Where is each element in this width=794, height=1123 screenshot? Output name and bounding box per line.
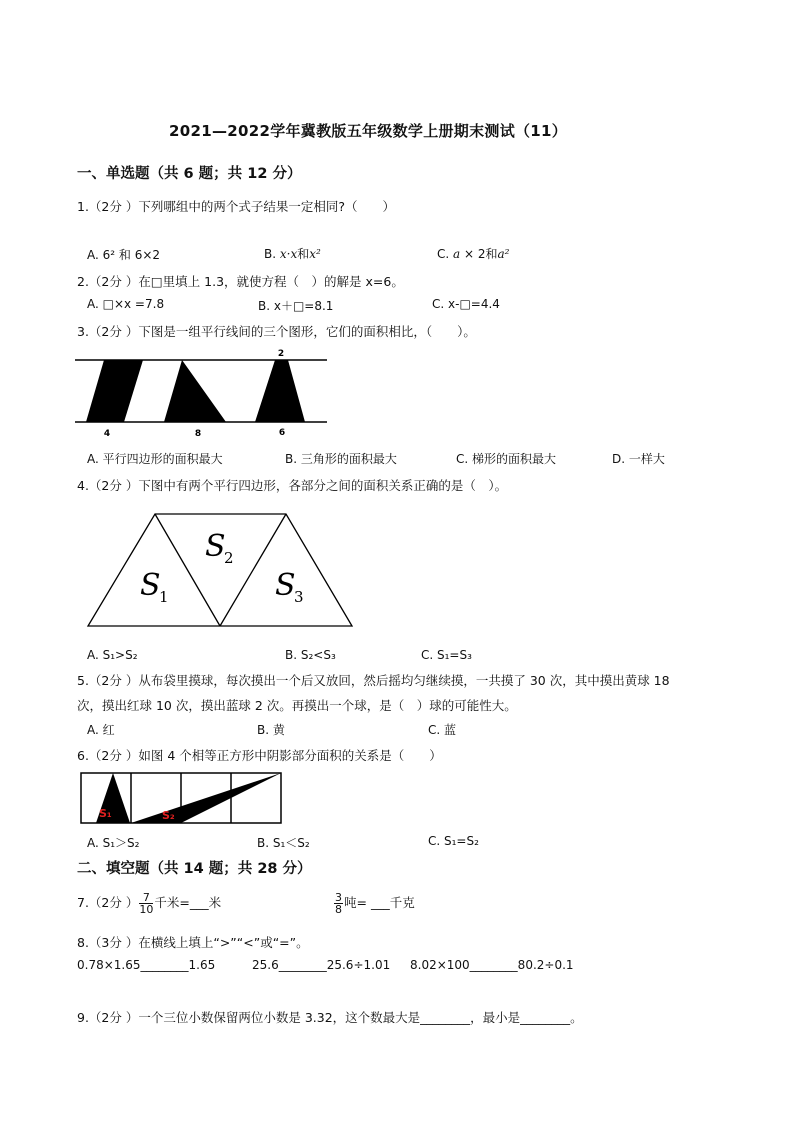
question-5-option-c[interactable]: C. 蓝: [428, 723, 457, 737]
triangle-shape: [164, 360, 226, 422]
question-3-option-a[interactable]: A. 平行四边形的面积最大: [87, 452, 223, 466]
question-5-option-a[interactable]: A. 红: [87, 723, 115, 737]
question-6-text: 6.（2分 ）如图 4 个相等正方形中阴影部分面积的关系是（ ）: [77, 748, 442, 763]
parallelograms-figure: [86, 510, 356, 630]
s3-label: S: [275, 568, 296, 603]
question-4-option-a[interactable]: A. S₁>S₂: [87, 648, 138, 662]
question-4-text: 4.（2分 ）下图中有两个平行四边形，各部分之间的面积关系正确的是（ ）。: [77, 478, 508, 493]
question-1-option-a[interactable]: A. 6² 和 6×2: [87, 248, 161, 262]
four-squares-figure: [79, 771, 283, 825]
parallelogram-shape: [86, 360, 143, 422]
question-7-part-2: $\frac{3}{8}$ 吨= ___千克: [335, 891, 415, 916]
question-5-text-line-2: 次，摸出红球 10 次，摸出蓝球 2 次。再摸出一个球，是（ ）球的可能性大。: [77, 698, 517, 713]
question-6-option-b[interactable]: B. S₁＜S₂: [257, 836, 310, 850]
question-1-text: 1.（2分 ）下列哪组中的两个式子结果一定相同?（ ）: [77, 199, 395, 214]
question-2-option-b[interactable]: B. x＋□=8.1: [258, 299, 334, 313]
s1-label: S: [140, 568, 161, 603]
section-heading-single-choice: 一、单选题（共 6 题；共 12 分）: [77, 166, 302, 182]
question-9-text: 9.（2分 ）一个三位小数保留两位小数是 3.32，这个数最大是________，最小是________。: [77, 1010, 583, 1025]
question-7-part-1: 7.（2分 ） $\frac{7}{10}$ 千米=___米: [77, 891, 222, 916]
shaded-triangle-s2: [131, 773, 281, 823]
fraction-3-8: $\frac{3}{8}$: [335, 891, 342, 916]
question-6-option-a[interactable]: A. S₁＞S₂: [87, 836, 140, 850]
question-2-text: 2.（2分 ）在□里填上 1.3，就使方程（ ）的解是 x=6。: [77, 274, 404, 289]
question-8-item-2[interactable]: 25.6________25.6÷1.01: [252, 958, 391, 972]
s1-red-label: S₁: [99, 807, 112, 820]
page-title: 2021—2022学年冀教版五年级数学上册期末测试（11）: [169, 122, 568, 140]
s2-red-label: S₂: [162, 809, 175, 822]
label-base-8: 8: [194, 429, 202, 439]
question-5-option-b[interactable]: B. 黄: [257, 723, 285, 737]
label-top-2: 2: [277, 349, 285, 359]
question-8-item-3[interactable]: 8.02×100________80.2÷0.1: [410, 958, 574, 972]
question-4-option-c[interactable]: C. S₁=S₃: [421, 648, 472, 662]
question-3-text: 3.（2分 ）下图是一组平行线间的三个图形，它们的面积相比，（ ）。: [77, 324, 476, 339]
question-8-item-1[interactable]: 0.78×1.65________1.65: [77, 958, 216, 972]
parallel-lines-figure: [75, 345, 327, 440]
question-6-option-c[interactable]: C. S₁=S₂: [428, 834, 479, 848]
label-base-6: 6: [278, 428, 286, 438]
question-3-option-c[interactable]: C. 梯形的面积最大: [456, 452, 557, 466]
question-1-option-b[interactable]: B. x·x和x²: [264, 247, 321, 261]
trapezoid-shape: [255, 360, 305, 422]
question-3-option-d[interactable]: D. 一样大: [612, 452, 665, 466]
question-8-text: 8.（3分 ）在横线上填上“>”“<”或“=”。: [77, 935, 309, 950]
s2-label: S: [205, 529, 226, 564]
question-5-text-line-1: 5.（2分 ）从布袋里摸球，每次摸出一个后又放回，然后摇均匀继续摸，一共摸了 30 次，其中摸出黄球 18: [77, 673, 670, 688]
section-heading-fill-in: 二、填空题（共 14 题；共 28 分）: [77, 861, 312, 877]
fraction-7-10: $\frac{7}{10}$: [139, 891, 154, 916]
label-base-4: 4: [103, 429, 111, 439]
question-2-option-c[interactable]: C. x-□=4.4: [432, 297, 500, 311]
question-3-option-b[interactable]: B. 三角形的面积最大: [285, 452, 397, 466]
s3-subscript: 3: [294, 588, 304, 606]
question-2-option-a[interactable]: A. □×x =7.8: [87, 297, 165, 311]
question-4-option-b[interactable]: B. S₂<S₃: [285, 648, 336, 662]
s1-subscript: 1: [159, 588, 169, 606]
question-1-option-c[interactable]: C. a × 2和a²: [437, 247, 510, 261]
s2-subscript: 2: [224, 549, 234, 567]
